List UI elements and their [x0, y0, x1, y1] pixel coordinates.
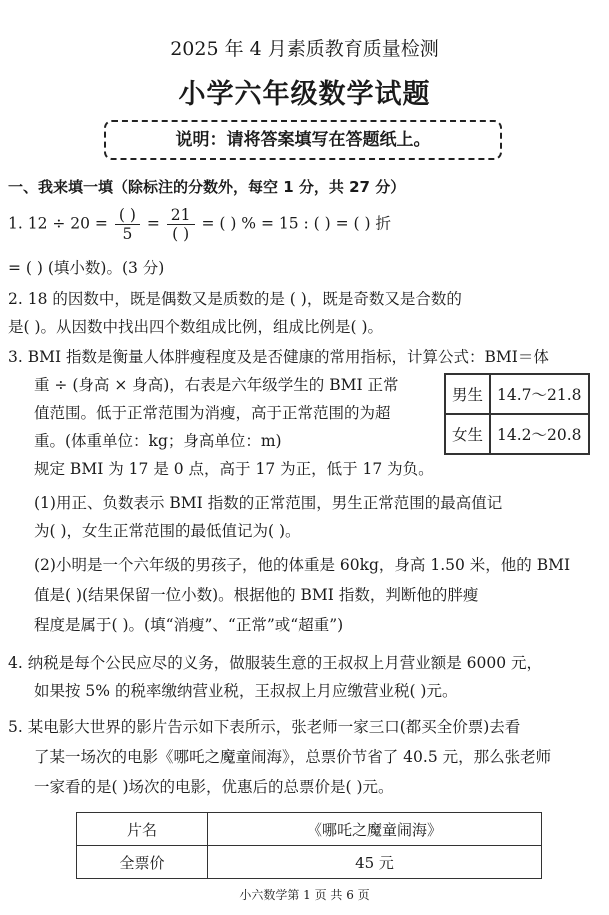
fraction-1-denominator: 5	[122, 225, 133, 243]
q1-line2: = ( ) (填小数)。(3 分)	[8, 259, 165, 277]
q3-line3: 值范围。低于正常范围为消瘦，高于正常范围的为超	[34, 404, 391, 422]
table-row	[77, 846, 542, 879]
instruction-notice: 说明：请将答案填写在答题纸上。	[104, 120, 502, 160]
fraction-2-denominator: ( )	[172, 225, 190, 243]
fraction-2-numerator: 21	[167, 206, 195, 225]
q3-sub2-line2: 值是( )(结果保留一位小数)。根据他的 BMI 指数，判断他的胖瘦	[34, 586, 479, 604]
fraction-1-numerator: ( )	[115, 206, 140, 225]
q5-line1: 5. 某电影大世界的影片告示如下表所示，张老师一家三口(都买全价票)去看	[8, 718, 521, 736]
bmi-range-girls: 14.2～20.8	[490, 414, 589, 454]
q3-sub2-line3: 程度是属于( )。(填“消瘦”、“正常”或“超重”)	[34, 616, 344, 634]
q3-line1: 3. BMI 指数是衡量人体胖瘦程度及是否健康的常用指标，计算公式：BMI＝体	[8, 348, 549, 366]
q4-line2: 如果按 5% 的税率缴纳营业税，王叔叔上月应缴营业税( )元。	[34, 682, 458, 700]
q1-rest: = ( ) % = 15 : ( ) = ( ) 折	[201, 214, 391, 233]
exam-subtitle: 2025 年 4 月素质教育质量检测	[170, 38, 439, 60]
table-row	[445, 374, 589, 414]
bmi-range-table	[444, 373, 590, 455]
fraction-1	[115, 206, 140, 243]
q3-sub2-line1: (2)小明是一个六年级的男孩子，他的体重是 60kg，身高 1.50 米，他的 BMI	[34, 556, 571, 574]
q3-line5: 规定 BMI 为 17 是 0 点，高于 17 为正，低于 17 为负。	[34, 460, 434, 478]
q5-line3: 一家看的是( )场次的电影，优惠后的总票价是( )元。	[34, 778, 394, 796]
bmi-range-boys: 14.7～21.8	[490, 374, 589, 414]
bmi-label-boys: 男生	[445, 374, 490, 414]
movie-label-price: 全票价	[77, 846, 208, 879]
q3-line2: 重 ÷ (身高 × 身高)，右表是六年级学生的 BMI 正常	[34, 376, 399, 394]
q5-line2: 了某一场次的电影《哪吒之魔童闹海》，总票价节省了 40.5 元，那么张老师	[34, 748, 552, 766]
table-row	[77, 813, 542, 846]
q3-sub1-line2: 为( )，女生正常范围的最低值记为( )。	[34, 522, 301, 540]
q1-equals: =	[146, 214, 160, 233]
section-heading: 一、我来填一填（除标注的分数外，每空 1 分，共 27 分）	[8, 178, 406, 196]
movie-value-title: 《哪吒之魔童闹海》	[208, 813, 542, 846]
q2-line2: 是( )。从因数中找出四个数组成比例，组成比例是( )。	[8, 318, 384, 336]
q3-sub1-line1: (1)用正、负数表示 BMI 指数的正常范围，男生正常范围的最高值记	[34, 494, 503, 512]
page-footer: 小六数学第 1 页 共 6 页	[239, 888, 370, 902]
movie-notice-table	[76, 812, 542, 879]
movie-label-title: 片名	[77, 813, 208, 846]
q1-start: 1. 12 ÷ 20 =	[8, 214, 108, 233]
bmi-label-girls: 女生	[445, 414, 490, 454]
movie-value-price: 45 元	[208, 846, 542, 879]
fraction-2	[167, 206, 195, 243]
question-1	[8, 206, 391, 243]
q2-line1: 2. 18 的因数中，既是偶数又是质数的是 ( )，既是奇数又是合数的	[8, 290, 462, 308]
table-row	[445, 414, 589, 454]
q4-line1: 4. 纳税是每个公民应尽的义务，做服装生意的王叔叔上月营业额是 6000 元，	[8, 654, 543, 672]
exam-title: 小学六年级数学试题	[178, 79, 431, 110]
q3-line4: 重。(体重单位：kg；身高单位：m)	[34, 432, 282, 450]
